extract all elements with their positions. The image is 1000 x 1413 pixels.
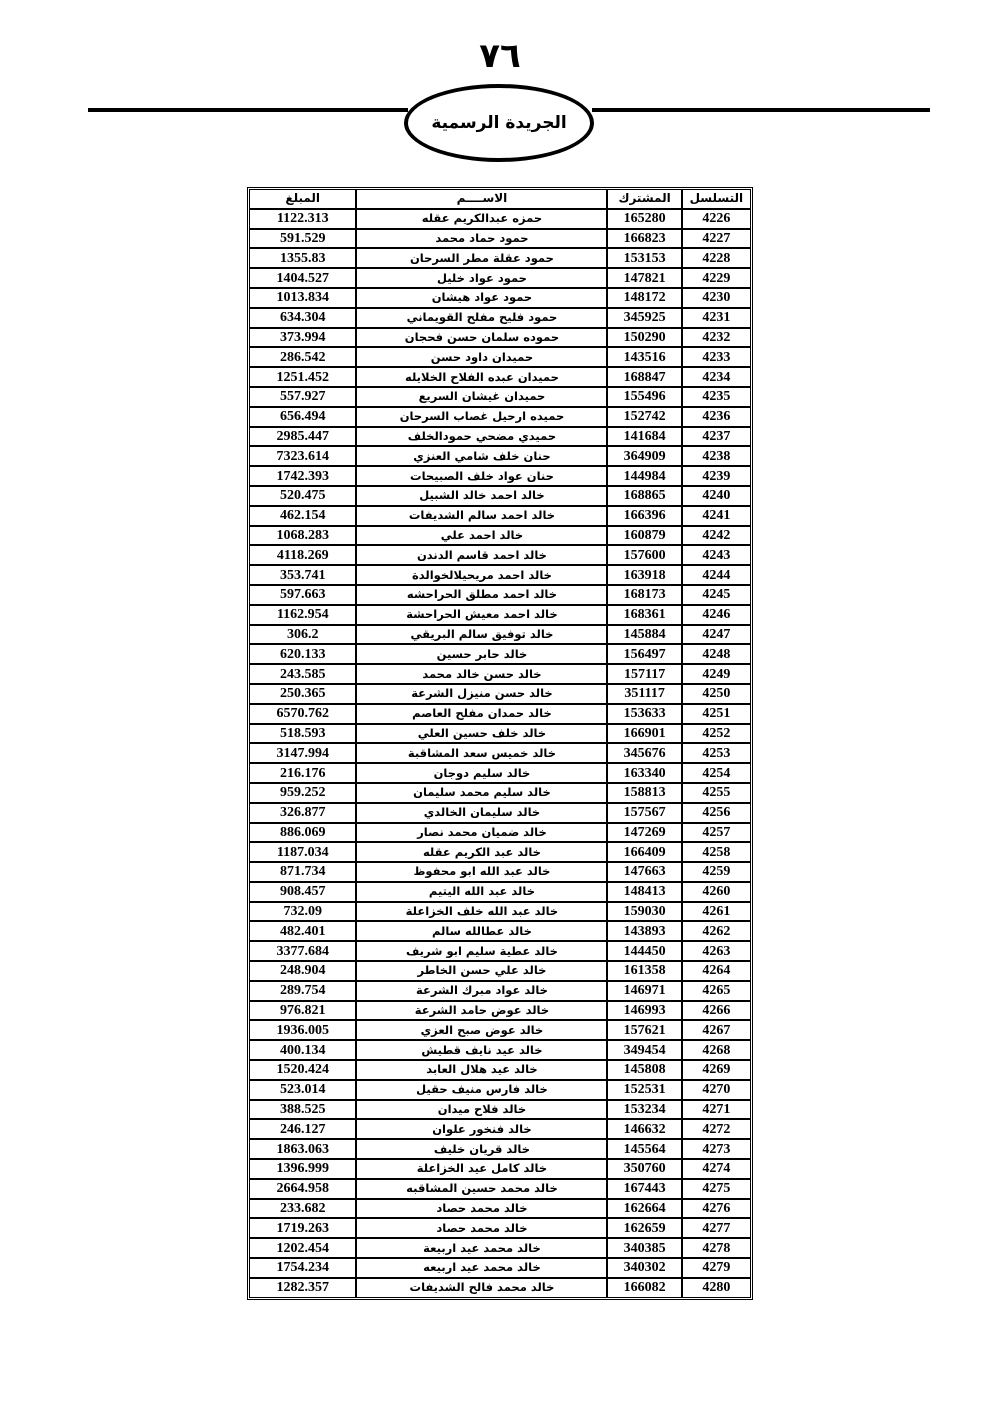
cell-name: حمود عواد هيشان: [356, 288, 607, 308]
cell-amount: 243.585: [249, 664, 356, 684]
cell-name: خالد حمدان مفلح العاصم: [356, 704, 607, 724]
cell-name: خالد عواد مبرك الشرعة: [356, 981, 607, 1001]
cell-serial: 4261: [682, 902, 751, 922]
cell-serial: 4263: [682, 941, 751, 961]
cell-name: خالد خلف حسين العلي: [356, 724, 607, 744]
cell-subscriber: 146971: [607, 981, 681, 1001]
cell-amount: 523.014: [249, 1080, 356, 1100]
cell-subscriber: 159030: [607, 902, 681, 922]
cell-amount: 1013.834: [249, 288, 356, 308]
cell-serial: 4241: [682, 506, 751, 526]
cell-amount: 250.365: [249, 684, 356, 704]
cell-subscriber: 160879: [607, 526, 681, 546]
cell-subscriber: 143516: [607, 347, 681, 367]
cell-subscriber: 144450: [607, 941, 681, 961]
cell-subscriber: 166409: [607, 842, 681, 862]
cell-name: خالد محمد حسين المشاقبه: [356, 1179, 607, 1199]
cell-name: خالد احمد قاسم الدندن: [356, 545, 607, 565]
cell-name: حميدان عبده الفلاح الخلايله: [356, 367, 607, 387]
cell-amount: 326.877: [249, 803, 356, 823]
cell-serial: 4249: [682, 664, 751, 684]
cell-subscriber: 145808: [607, 1060, 681, 1080]
cell-name: خالد عبد الله خلف الخزاعلة: [356, 902, 607, 922]
payments-table-frame: [247, 187, 753, 1300]
cell-amount: 353.741: [249, 565, 356, 585]
cell-subscriber: 345925: [607, 308, 681, 328]
cell-serial: 4236: [682, 407, 751, 427]
cell-serial: 4264: [682, 961, 751, 981]
cell-subscriber: 168173: [607, 585, 681, 605]
table-row: [249, 1100, 751, 1120]
cell-amount: 1742.393: [249, 466, 356, 486]
cell-subscriber: 156497: [607, 644, 681, 664]
cell-name: خالد علي حسن الخاطر: [356, 961, 607, 981]
cell-name: حنان خلف شامي العنزي: [356, 446, 607, 466]
table-row: [249, 209, 751, 229]
cell-amount: 373.994: [249, 328, 356, 348]
cell-subscriber: 141684: [607, 427, 681, 447]
cell-amount: 886.069: [249, 823, 356, 843]
cell-subscriber: 153633: [607, 704, 681, 724]
cell-name: خالد احمد خالد الشبيل: [356, 486, 607, 506]
table-row: [249, 743, 751, 763]
table-row: [249, 268, 751, 288]
cell-serial: 4228: [682, 248, 751, 268]
cell-subscriber: 146632: [607, 1119, 681, 1139]
cell-amount: 3147.994: [249, 743, 356, 763]
table-row: [249, 644, 751, 664]
table-header-row: [249, 189, 751, 209]
cell-subscriber: 157621: [607, 1020, 681, 1040]
cell-serial: 4242: [682, 526, 751, 546]
cell-name: خالد فلاح ميدان: [356, 1100, 607, 1120]
table-row: [249, 328, 751, 348]
cell-serial: 4248: [682, 644, 751, 664]
header-serial: التسلسل: [682, 189, 751, 209]
cell-subscriber: 157117: [607, 664, 681, 684]
table-row: [249, 1001, 751, 1021]
table-row: [249, 823, 751, 843]
cell-subscriber: 340385: [607, 1238, 681, 1258]
table-row: [249, 803, 751, 823]
cell-serial: 4229: [682, 268, 751, 288]
table-row: [249, 882, 751, 902]
table-row: [249, 921, 751, 941]
cell-subscriber: 144984: [607, 466, 681, 486]
cell-serial: 4273: [682, 1139, 751, 1159]
cell-subscriber: 349454: [607, 1040, 681, 1060]
table-row: [249, 1020, 751, 1040]
cell-amount: 520.475: [249, 486, 356, 506]
table-row: [249, 862, 751, 882]
cell-name: خالد خميس سعد المشاقبة: [356, 743, 607, 763]
cell-serial: 4238: [682, 446, 751, 466]
table-row: [249, 1179, 751, 1199]
table-row: [249, 1040, 751, 1060]
cell-serial: 4278: [682, 1238, 751, 1258]
table-row: [249, 1238, 751, 1258]
table-row: [249, 1159, 751, 1179]
header-oval: [404, 84, 594, 162]
cell-subscriber: 152531: [607, 1080, 681, 1100]
cell-amount: 591.529: [249, 229, 356, 249]
cell-amount: 871.734: [249, 862, 356, 882]
cell-name: خالد عطالله سالم: [356, 921, 607, 941]
header-amount: المبلغ: [249, 189, 356, 209]
cell-name: خالد احمد معيش الحراحشة: [356, 605, 607, 625]
cell-name: خالد احمد سالم الشديفات: [356, 506, 607, 526]
cell-subscriber: 152742: [607, 407, 681, 427]
cell-amount: 248.904: [249, 961, 356, 981]
gazette-title: الجريدة الرسمية: [431, 113, 567, 133]
cell-serial: 4276: [682, 1199, 751, 1219]
cell-serial: 4239: [682, 466, 751, 486]
cell-amount: 388.525: [249, 1100, 356, 1120]
cell-serial: 4257: [682, 823, 751, 843]
cell-subscriber: 165280: [607, 209, 681, 229]
cell-name: خالد محمد عيد اربيعه: [356, 1258, 607, 1278]
cell-subscriber: 167443: [607, 1179, 681, 1199]
cell-amount: 1202.454: [249, 1238, 356, 1258]
cell-amount: 1251.452: [249, 367, 356, 387]
cell-serial: 4271: [682, 1100, 751, 1120]
cell-name: خالد سليم محمد سليمان: [356, 783, 607, 803]
cell-amount: 1754.234: [249, 1258, 356, 1278]
cell-subscriber: 147269: [607, 823, 681, 843]
cell-serial: 4266: [682, 1001, 751, 1021]
cell-name: خالد عيد هلال العابد: [356, 1060, 607, 1080]
cell-amount: 1520.424: [249, 1060, 356, 1080]
cell-amount: 4118.269: [249, 545, 356, 565]
cell-serial: 4270: [682, 1080, 751, 1100]
page-number: ٧٦: [479, 36, 521, 76]
cell-name: خالد سليم دوجان: [356, 763, 607, 783]
cell-name: خالد عوض صبح العزي: [356, 1020, 607, 1040]
table-row: [249, 981, 751, 1001]
cell-name: خالد عبد الله اليتيم: [356, 882, 607, 902]
cell-subscriber: 153153: [607, 248, 681, 268]
cell-subscriber: 166823: [607, 229, 681, 249]
cell-subscriber: 163918: [607, 565, 681, 585]
table-row: [249, 605, 751, 625]
cell-serial: 4258: [682, 842, 751, 862]
cell-name: حميدي مضحي حمودالخلف: [356, 427, 607, 447]
cell-name: خالد احمد علي: [356, 526, 607, 546]
table-row: [249, 783, 751, 803]
cell-amount: 656.494: [249, 407, 356, 427]
cell-amount: 908.457: [249, 882, 356, 902]
cell-amount: 1936.005: [249, 1020, 356, 1040]
header-rule-right: [592, 108, 930, 112]
cell-serial: 4240: [682, 486, 751, 506]
cell-amount: 732.09: [249, 902, 356, 922]
header-rule-left: [88, 108, 408, 112]
cell-subscriber: 155496: [607, 387, 681, 407]
table-row: [249, 248, 751, 268]
table-row: [249, 961, 751, 981]
cell-serial: 4230: [682, 288, 751, 308]
cell-serial: 4275: [682, 1179, 751, 1199]
cell-serial: 4280: [682, 1278, 751, 1298]
cell-serial: 4255: [682, 783, 751, 803]
cell-serial: 4265: [682, 981, 751, 1001]
cell-name: خالد عبد الله ابو محفوظ: [356, 862, 607, 882]
cell-subscriber: 148172: [607, 288, 681, 308]
cell-subscriber: 345676: [607, 743, 681, 763]
cell-serial: 4268: [682, 1040, 751, 1060]
cell-name: خالد كامل عيد الخزاعلة: [356, 1159, 607, 1179]
cell-serial: 4245: [682, 585, 751, 605]
cell-subscriber: 350760: [607, 1159, 681, 1179]
cell-amount: 557.927: [249, 387, 356, 407]
cell-amount: 6570.762: [249, 704, 356, 724]
table-row: [249, 446, 751, 466]
cell-serial: 4252: [682, 724, 751, 744]
cell-name: خالد احمد مريحيلالخوالدة: [356, 565, 607, 585]
cell-amount: 1122.313: [249, 209, 356, 229]
table-row: [249, 763, 751, 783]
cell-amount: 286.542: [249, 347, 356, 367]
table-row: [249, 427, 751, 447]
cell-name: حميدان داود حسن: [356, 347, 607, 367]
cell-serial: 4279: [682, 1258, 751, 1278]
cell-serial: 4253: [682, 743, 751, 763]
cell-amount: 1187.034: [249, 842, 356, 862]
cell-subscriber: 168361: [607, 605, 681, 625]
cell-subscriber: 364909: [607, 446, 681, 466]
cell-subscriber: 145564: [607, 1139, 681, 1159]
cell-name: خالد فنخور علوان: [356, 1119, 607, 1139]
table-row: [249, 585, 751, 605]
table-row: [249, 1278, 751, 1298]
cell-name: حمود حماد محمد: [356, 229, 607, 249]
cell-serial: 4244: [682, 565, 751, 585]
cell-name: حنان عواد خلف الصبيحات: [356, 466, 607, 486]
cell-subscriber: 340302: [607, 1258, 681, 1278]
table-row: [249, 486, 751, 506]
table-row: [249, 684, 751, 704]
cell-amount: 7323.614: [249, 446, 356, 466]
cell-amount: 597.663: [249, 585, 356, 605]
table-row: [249, 308, 751, 328]
cell-name: خالد ضميان محمد نصار: [356, 823, 607, 843]
table-row: [249, 347, 751, 367]
cell-amount: 976.821: [249, 1001, 356, 1021]
table-row: [249, 842, 751, 862]
cell-serial: 4259: [682, 862, 751, 882]
cell-name: خالد عطية سليم ابو شريف: [356, 941, 607, 961]
cell-name: خالد قريان خليف: [356, 1139, 607, 1159]
cell-subscriber: 150290: [607, 328, 681, 348]
cell-name: حمود عقلة مطر السرحان: [356, 248, 607, 268]
cell-name: حمود عواد خليل: [356, 268, 607, 288]
table-row: [249, 902, 751, 922]
cell-subscriber: 168865: [607, 486, 681, 506]
cell-amount: 482.401: [249, 921, 356, 941]
table-row: [249, 407, 751, 427]
header-subscriber: المشترك: [607, 189, 681, 209]
cell-amount: 462.154: [249, 506, 356, 526]
table-row: [249, 664, 751, 684]
cell-subscriber: 147821: [607, 268, 681, 288]
table-row: [249, 1119, 751, 1139]
cell-subscriber: 147663: [607, 862, 681, 882]
table-row: [249, 941, 751, 961]
cell-subscriber: 351117: [607, 684, 681, 704]
payments-table: [249, 189, 751, 1298]
cell-name: خالد محمد فالح الشديفات: [356, 1278, 607, 1298]
cell-name: حمود فليح مفلح القويماني: [356, 308, 607, 328]
cell-amount: 1355.83: [249, 248, 356, 268]
table-row: [249, 625, 751, 645]
cell-name: خالد سليمان الخالدي: [356, 803, 607, 823]
cell-name: حميده ارحيل غصاب السرحان: [356, 407, 607, 427]
table-row: [249, 1199, 751, 1219]
table-row: [249, 466, 751, 486]
cell-amount: 1719.263: [249, 1218, 356, 1238]
table-row: [249, 1258, 751, 1278]
cell-name: خالد حسن خالد محمد: [356, 664, 607, 684]
table-row: [249, 724, 751, 744]
cell-name: خالد حابر حسين: [356, 644, 607, 664]
cell-serial: 4269: [682, 1060, 751, 1080]
cell-subscriber: 157600: [607, 545, 681, 565]
table-row: [249, 526, 751, 546]
cell-subscriber: 162664: [607, 1199, 681, 1219]
cell-name: خالد احمد مطلق الحراحشه: [356, 585, 607, 605]
cell-amount: 2664.958: [249, 1179, 356, 1199]
cell-subscriber: 166396: [607, 506, 681, 526]
cell-serial: 4256: [682, 803, 751, 823]
cell-serial: 4247: [682, 625, 751, 645]
cell-serial: 4237: [682, 427, 751, 447]
cell-amount: 959.252: [249, 783, 356, 803]
cell-name: حمزه عبدالكريم عقله: [356, 209, 607, 229]
cell-amount: 246.127: [249, 1119, 356, 1139]
cell-name: حموده سلمان حسن فحجان: [356, 328, 607, 348]
cell-subscriber: 153234: [607, 1100, 681, 1120]
cell-subscriber: 143893: [607, 921, 681, 941]
header-name: الاســــم: [356, 189, 607, 209]
cell-serial: 4227: [682, 229, 751, 249]
cell-amount: 2985.447: [249, 427, 356, 447]
table-row: [249, 565, 751, 585]
table-row: [249, 288, 751, 308]
cell-subscriber: 166901: [607, 724, 681, 744]
cell-amount: 620.133: [249, 644, 356, 664]
cell-subscriber: 161358: [607, 961, 681, 981]
table-row: [249, 1080, 751, 1100]
cell-serial: 4267: [682, 1020, 751, 1040]
cell-amount: 289.754: [249, 981, 356, 1001]
cell-amount: 518.593: [249, 724, 356, 744]
cell-name: خالد محمد حصاد: [356, 1199, 607, 1219]
cell-amount: 233.682: [249, 1199, 356, 1219]
cell-subscriber: 146993: [607, 1001, 681, 1021]
cell-serial: 4262: [682, 921, 751, 941]
cell-name: خالد توفيق سالم البريقي: [356, 625, 607, 645]
cell-amount: 216.176: [249, 763, 356, 783]
cell-name: خالد فارس منيف حقيل: [356, 1080, 607, 1100]
cell-subscriber: 162659: [607, 1218, 681, 1238]
cell-amount: 1396.999: [249, 1159, 356, 1179]
cell-subscriber: 166082: [607, 1278, 681, 1298]
cell-serial: 4243: [682, 545, 751, 565]
cell-serial: 4254: [682, 763, 751, 783]
cell-serial: 4233: [682, 347, 751, 367]
cell-amount: 306.2: [249, 625, 356, 645]
cell-subscriber: 157567: [607, 803, 681, 823]
cell-subscriber: 163340: [607, 763, 681, 783]
cell-amount: 634.304: [249, 308, 356, 328]
cell-serial: 4231: [682, 308, 751, 328]
cell-name: خالد حسن منيزل الشرعة: [356, 684, 607, 704]
cell-name: خالد محمد حصاد: [356, 1218, 607, 1238]
cell-serial: 4272: [682, 1119, 751, 1139]
cell-amount: 400.134: [249, 1040, 356, 1060]
table-row: [249, 1060, 751, 1080]
table-row: [249, 545, 751, 565]
cell-amount: 1404.527: [249, 268, 356, 288]
cell-subscriber: 158813: [607, 783, 681, 803]
cell-name: حميدان غيشان السريع: [356, 387, 607, 407]
cell-serial: 4226: [682, 209, 751, 229]
cell-serial: 4251: [682, 704, 751, 724]
table-row: [249, 367, 751, 387]
cell-serial: 4246: [682, 605, 751, 625]
cell-amount: 1863.063: [249, 1139, 356, 1159]
table-row: [249, 387, 751, 407]
table-row: [249, 229, 751, 249]
cell-amount: 1162.954: [249, 605, 356, 625]
cell-serial: 4260: [682, 882, 751, 902]
cell-subscriber: 148413: [607, 882, 681, 902]
cell-serial: 4232: [682, 328, 751, 348]
cell-name: خالد محمد عيد اربيعة: [356, 1238, 607, 1258]
cell-serial: 4234: [682, 367, 751, 387]
cell-name: خالد عوض حامد الشرعة: [356, 1001, 607, 1021]
cell-serial: 4277: [682, 1218, 751, 1238]
cell-amount: 1068.283: [249, 526, 356, 546]
cell-name: خالد عبد الكريم عقله: [356, 842, 607, 862]
cell-serial: 4274: [682, 1159, 751, 1179]
cell-name: خالد عيد نايف قطيش: [356, 1040, 607, 1060]
cell-subscriber: 145884: [607, 625, 681, 645]
table-row: [249, 704, 751, 724]
table-row: [249, 1218, 751, 1238]
table-body: [249, 209, 751, 1298]
table-row: [249, 506, 751, 526]
cell-subscriber: 168847: [607, 367, 681, 387]
table-row: [249, 1139, 751, 1159]
cell-serial: 4250: [682, 684, 751, 704]
cell-amount: 3377.684: [249, 941, 356, 961]
cell-serial: 4235: [682, 387, 751, 407]
cell-amount: 1282.357: [249, 1278, 356, 1298]
